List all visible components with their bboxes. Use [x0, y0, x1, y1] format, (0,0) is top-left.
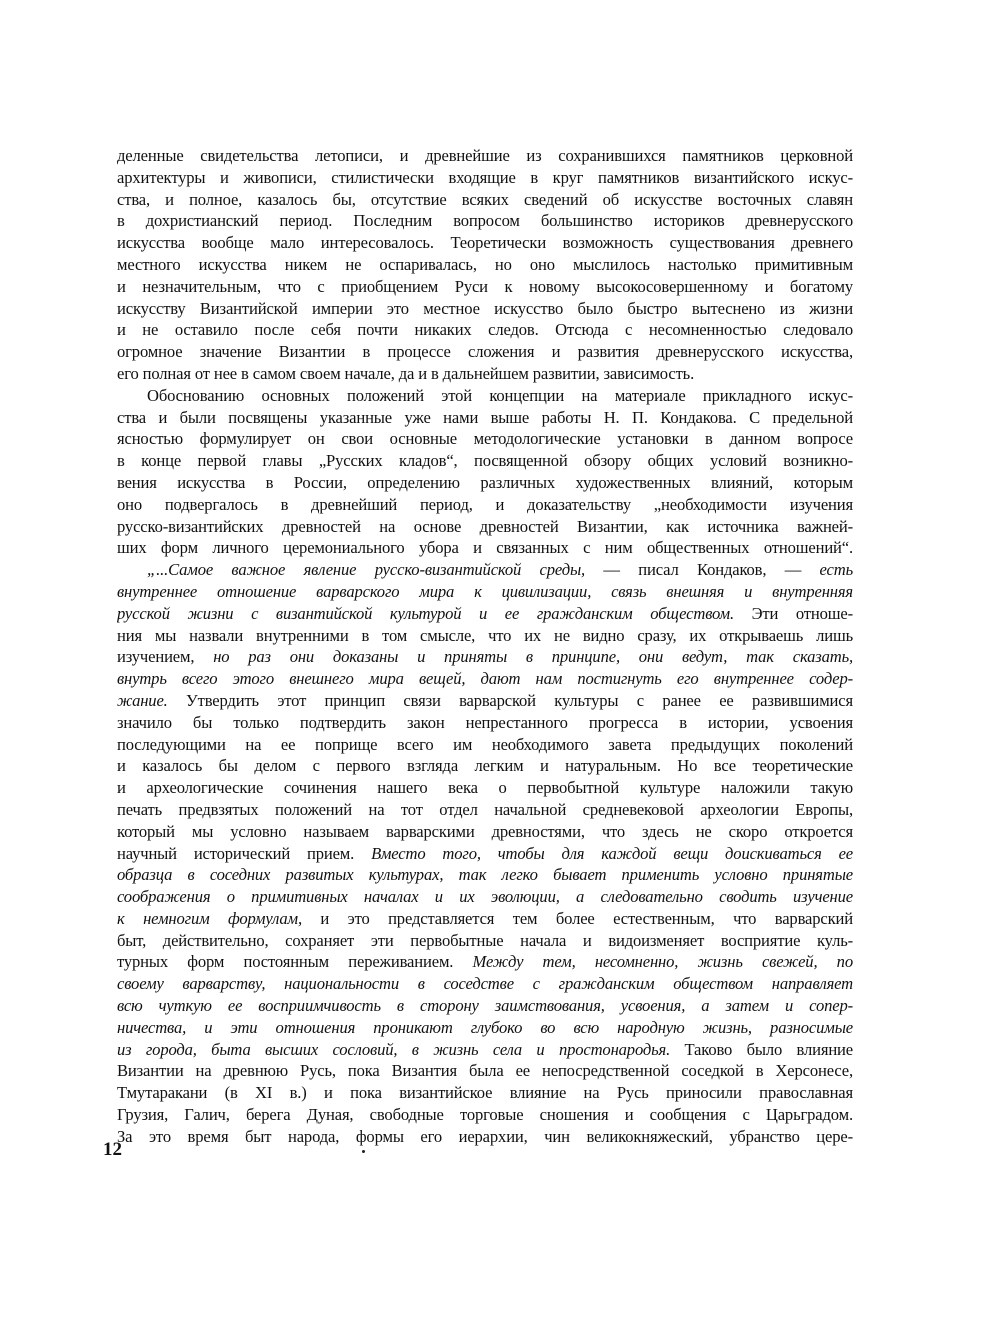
italic-quote-segment: русской жизни с византийской культурой и ее гражданским обществом.	[117, 603, 734, 623]
italic-quote-segment: внутреннее отношение варварского мира к цивилизации, связь внешняя и внутренняя	[117, 581, 853, 601]
text-line	[117, 298, 853, 320]
text-line	[117, 930, 853, 952]
text-line	[117, 690, 853, 712]
text-segment: За это время быт народа, формы его иерархии, чин великокняжеский, убранство цере-	[117, 1126, 853, 1146]
text-line	[117, 1082, 853, 1104]
text-segment: в дохристианский период. Последним вопросом большинство историков древнерусского	[117, 211, 853, 231]
text-line	[117, 559, 853, 581]
text-segment: Грузия, Галич, берега Дуная, свободные торговые сношения и сообщения с Царьградом.	[117, 1105, 853, 1125]
text-line	[117, 319, 853, 341]
text-line	[117, 494, 853, 516]
italic-quote-segment: соображения о примитивных началах и их эволюции, а следовательно сводить изучение	[117, 887, 853, 907]
text-line	[117, 407, 853, 429]
text-segment: деленные свидетельства летописи, и древнейшие из сохранившихся памятников церковной	[117, 146, 853, 165]
text-line	[117, 668, 853, 690]
text-line	[117, 1017, 853, 1039]
text-segment: научный исторический прием.	[117, 843, 372, 863]
text-segment: Утвердить этот принцип связи варварской культуры с ранее ее развившимися	[167, 690, 853, 710]
text-line	[117, 734, 853, 756]
text-line	[117, 428, 853, 450]
text-segment: и незначительным, что с приобщением Руси к новому высокосовершенному и богатому	[117, 276, 853, 296]
text-line	[117, 951, 853, 973]
text-line	[117, 189, 853, 211]
text-segment: изучением,	[117, 647, 214, 667]
text-segment: ства, и полное, казалось бы, отсутствие всяких сведений об искусстве восточных славян	[117, 189, 853, 209]
text-segment: оно подвергалось в древнейший период, и доказательству „необходимости изучения	[117, 494, 853, 514]
italic-quote-segment: ничества, и эти отношения проникают глубоко во всю народную жизнь, разносимые	[117, 1017, 853, 1037]
text-line	[117, 472, 853, 494]
text-segment: Тмутаракани (в XI в.) и пока византийское влияние на Русь приносили православная	[117, 1083, 853, 1103]
text-line	[117, 385, 853, 407]
text-line	[117, 450, 853, 472]
text-segment: значило бы только подтвердить закон непрестанного прогресса в истории, усвоения	[117, 712, 853, 732]
text-line	[117, 843, 853, 865]
italic-quote-segment: внутрь всего этого внешнего мира вещей, дают нам постигнуть его внутреннее содер-	[117, 669, 853, 689]
text-line	[117, 821, 853, 843]
text-segment: последующими на ее поприще всего им необходимого завета предыдущих поколений	[117, 734, 853, 754]
italic-quote-segment: к немногим формулам,	[117, 908, 302, 928]
text-segment: его полная от нее в самом своем начале, да и в дальнейшем развитии, зависимость.	[117, 363, 695, 383]
text-segment: и археологические сочинения нашего века о первобытной культуре наложили такую	[117, 778, 853, 798]
italic-quote-segment: из города, быта высших сословий, в жизнь села и простонародья.	[117, 1039, 671, 1059]
text-line	[117, 908, 853, 930]
text-segment: — писал Кондаков, —	[585, 560, 820, 580]
text-line	[117, 363, 853, 385]
text-segment: ства и были посвящены указанные уже нами выше работы Н. П. Кондакова. С предельной	[117, 407, 853, 427]
text-line	[117, 254, 853, 276]
text-line	[117, 646, 853, 668]
text-segment: русско-византийских древностей на основе древностей Византии, как источника важней-	[117, 516, 853, 536]
text-segment: ния мы назвали внутренними в том смысле, что их не видно сразу, их открываешь лишь	[117, 625, 853, 645]
text-line	[117, 516, 853, 538]
text-segment: в конце первой главы „Русских кладов“, посвященной обзору общих условий возникно-	[117, 451, 853, 471]
text-segment: и это представляется тем более естественным, что варварский	[301, 908, 853, 928]
text-segment: быт, действительно, сохраняет эти первобытные начала и видоизменяет восприятие куль-	[117, 930, 853, 950]
italic-quote-segment: „...Самое важное явление русско-византийской среды,	[147, 560, 586, 580]
text-segment: Таково было влияние	[670, 1039, 853, 1059]
italic-quote-segment: но раз они доказаны и приняты в принципе, они ведут, так сказать,	[213, 647, 853, 667]
italic-quote-segment: есть	[819, 560, 853, 580]
text-line	[117, 537, 853, 559]
text-line	[117, 1060, 853, 1082]
italic-quote-segment: Вместо того, чтобы для каждой вещи доискиваться ее	[371, 843, 853, 863]
text-segment: Обоснованию основных положений этой концепции на материале прикладного искус-	[147, 385, 853, 405]
text-segment: огромное значение Византии в процессе сложения и развития древнерусского искусства,	[117, 342, 853, 362]
italic-quote-segment: своему варварству, национальности в соседстве с гражданским обществом направляет	[117, 974, 853, 994]
text-segment: Византии на древнюю Русь, пока Византия была ее непосредственной соседкой в Херсонесе,	[117, 1061, 853, 1081]
text-line	[117, 755, 853, 777]
text-line	[117, 864, 853, 886]
italic-quote-segment: Между тем, несомненно, жизнь свежей, по	[472, 952, 853, 972]
text-segment: вения искусства в России, определению различных художественных влияний, которым	[117, 472, 853, 492]
text-line	[117, 581, 853, 603]
text-segment: ясностью формулирует он свои основные методологические установки в данном вопросе	[117, 429, 853, 449]
text-line	[117, 145, 853, 167]
text-segment: который мы условно называем варварскими древностями, что здесь не скоро откроется	[117, 821, 853, 841]
text-line	[117, 886, 853, 908]
text-segment: и казалось бы делом с первого взгляда легким и натуральным. Но все теоретические	[117, 756, 853, 776]
text-line	[117, 1104, 853, 1126]
text-line	[117, 777, 853, 799]
text-line	[117, 973, 853, 995]
italic-quote-segment: жание.	[117, 690, 168, 710]
text-segment: турных форм постоянным переживанием.	[117, 952, 473, 972]
text-line	[117, 603, 853, 625]
text-line	[117, 712, 853, 734]
page-number: 12	[103, 1139, 122, 1160]
text-line	[117, 232, 853, 254]
text-line	[117, 799, 853, 821]
text-line	[117, 625, 853, 647]
text-segment: Эти отноше-	[733, 603, 853, 623]
text-line	[117, 341, 853, 363]
text-line	[117, 167, 853, 189]
italic-quote-segment: образца в соседних развитых культурах, так легко бывает применить условно принятые	[117, 865, 853, 885]
text-segment: и не оставило после себя почти никаких следов. Отсюда с несомненностью следовало	[117, 320, 853, 340]
body-text	[117, 145, 853, 1148]
text-line	[117, 276, 853, 298]
text-line	[117, 1126, 853, 1148]
text-segment: искусства вообще мало интересовалось. Теоретически возможность существования древнего	[117, 233, 853, 253]
italic-quote-segment: всю чуткую ее восприимчивость в сторону заимствования, усвоения, а затем и сопер-	[117, 996, 853, 1016]
text-line	[117, 995, 853, 1017]
text-segment: ших форм личного церемониального убора и связанных с ним общественных отношений“.	[117, 538, 853, 558]
text-line	[117, 210, 853, 232]
text-segment: искусству Византийской империи это местное искусство было быстро вытеснено из жизни	[117, 298, 853, 318]
print-speck	[362, 1150, 365, 1153]
text-segment: местного искусства никем не оспаривалась, но оно мыслилось настолько примитивным	[117, 254, 853, 274]
text-segment: печать предвзятых положений на тот отдел начальной средневековой археологии Европы,	[117, 799, 853, 819]
text-segment: архитектуры и живописи, стилистически входящие в круг памятников византийского искус-	[117, 167, 853, 187]
text-line	[117, 1039, 853, 1061]
